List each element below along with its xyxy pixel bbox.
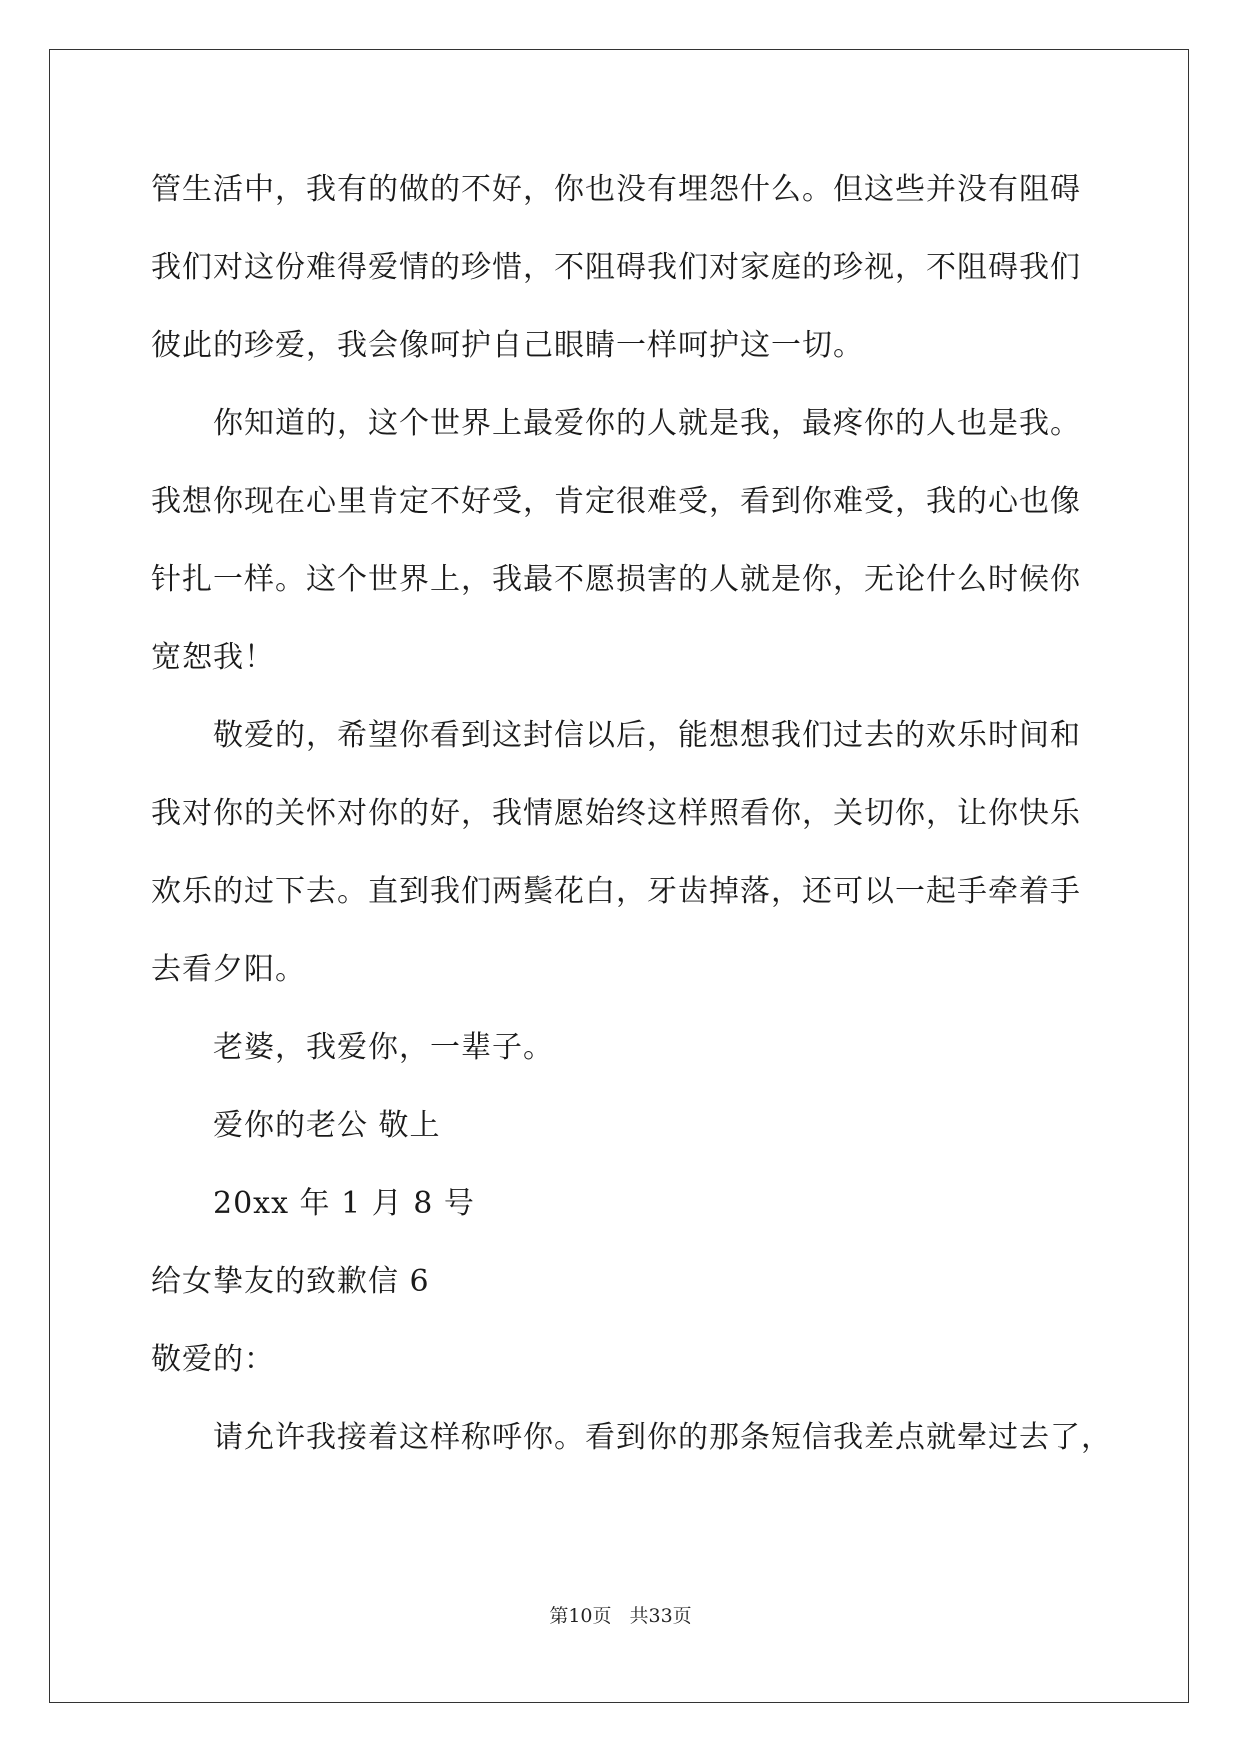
text-line: 去看夕阳。 bbox=[151, 952, 306, 987]
salutation: 敬爱的： bbox=[151, 1342, 275, 1377]
text-line: 你知道的，这个世界上最爱你的人就是我，最疼你的人也是我。 bbox=[213, 406, 1081, 441]
text-line: 欢乐的过下去。直到我们两鬓花白，牙齿掉落，还可以一起手牵着手 bbox=[151, 874, 1081, 909]
text-line: 我想你现在心里肯定不好受，肯定很难受，看到你难受，我的心也像 bbox=[151, 484, 1081, 519]
text-line: 针扎一样。这个世界上，我最不愿损害的人就是你，无论什么时候你 bbox=[151, 562, 1081, 597]
text-line: 我们对这份难得爱情的珍惜，不阻碍我们对家庭的珍视，不阻碍我们 bbox=[151, 250, 1081, 285]
page-total: 共33页 bbox=[629, 1605, 692, 1627]
text-line: 我对你的关怀对你的好，我情愿始终这样照看你，关切你，让你快乐 bbox=[151, 796, 1081, 831]
page-footer bbox=[0, 1604, 1241, 1628]
closing-line: 老婆，我爱你，一辈子。 bbox=[213, 1030, 554, 1065]
text-line: 宽恕我！ bbox=[151, 640, 275, 675]
page-number: 第10页 bbox=[549, 1605, 612, 1627]
section-heading: 给女挚友的致歉信 6 bbox=[151, 1264, 430, 1299]
text-line: 管生活中，我有的做的不好，你也没有埋怨什么。但这些并没有阻碍 bbox=[151, 172, 1081, 207]
text-line: 敬爱的，希望你看到这封信以后，能想想我们过去的欢乐时间和 bbox=[213, 718, 1081, 753]
text-line: 彼此的珍爱，我会像呵护自己眼睛一样呵护这一切。 bbox=[151, 328, 864, 363]
text-line: 请允许我接着这样称呼你。看到你的那条短信我差点就晕过去了， bbox=[213, 1420, 1112, 1455]
letter-date: 20xx 年 1 月 8 号 bbox=[213, 1186, 475, 1221]
signature: 爱你的老公 敬上 bbox=[213, 1108, 441, 1143]
